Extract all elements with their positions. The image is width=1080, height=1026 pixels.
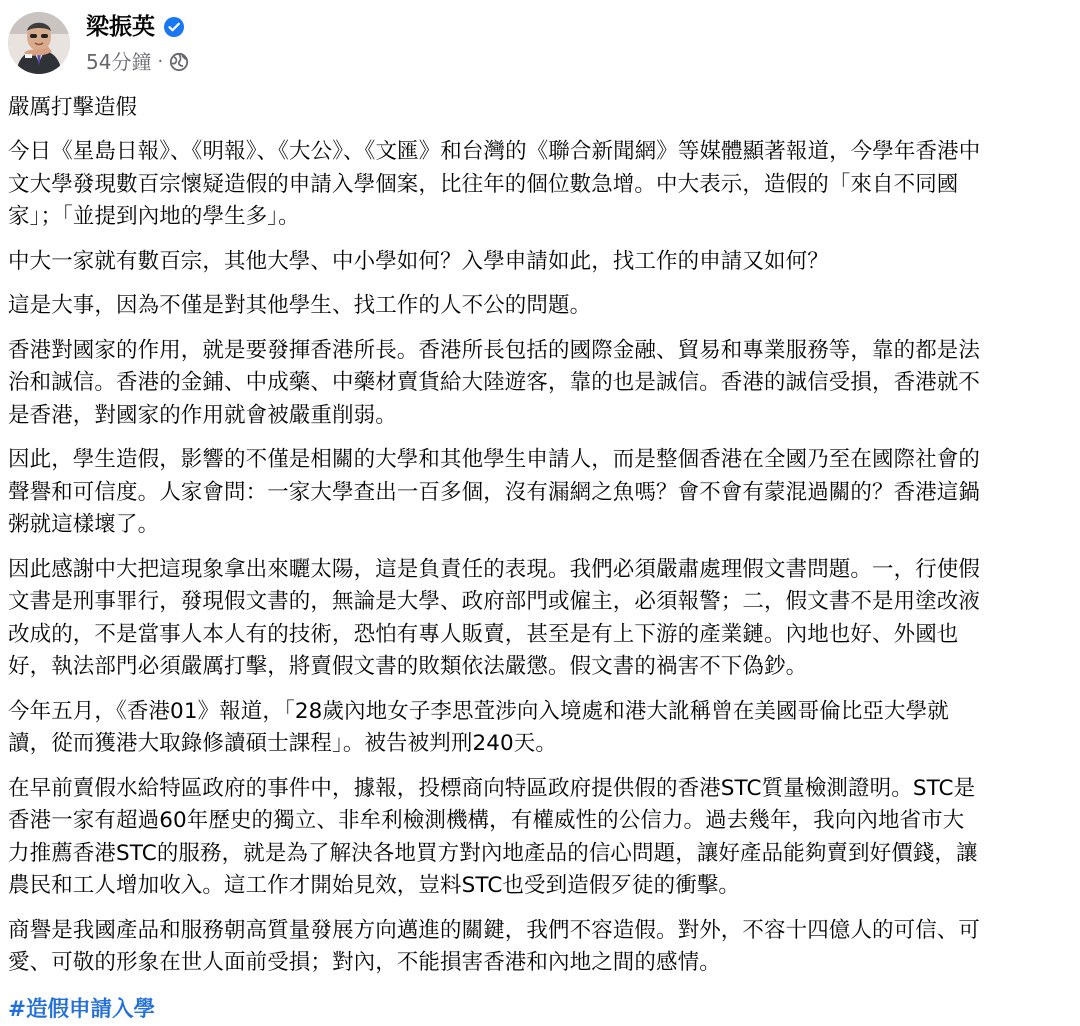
post-paragraph: 因此感謝中大把這現象拿出來曬太陽，這是負責任的表現。我們必須嚴肅處理假文書問題。一，行使假 文書是刑事罪行，發現假文書的，無論是大學、政府部門或僱主，必須報警；二，假文書不是用塗改液 改成的，不是當事人本人有的技術，恐怕有專人販賣，甚至是有上下游的產業鏈。內地也好、外國也 好，執法部門必須嚴厲打擊，將賣假文書的敗類依法嚴懲。假文書的禍害不下偽鈔。 [8, 556, 981, 679]
meta-separator: · [157, 51, 164, 72]
post-paragraph: 香港對國家的作用，就是要發揮香港所長。香港所長包括的國際金融、貿易和專業服務等，靠的都是法 治和誠信。香港的金鋪、中成藥、中藥材賣貨給大陸遊客，靠的也是誠信。香港的誠信受損，香港就不 是香港，對國家的作用就會被嚴重削弱。 [8, 337, 981, 428]
post-paragraph: 因此，學生造假，影響的不僅是相關的大學和其他學生申請人，而是整個香港在全國乃至在國際社會的 聲譽和可信度。人家會問：一家大學查出一百多個，沒有漏網之魚嗎？會不會有蒙混過關的？香港這鍋 粥就這樣壞了。 [8, 447, 981, 537]
post-body [8, 92, 1072, 1026]
post-paragraph: 這是大事，因為不僅是對其他學生、找工作的人不公的問題。 [8, 293, 592, 318]
post-paragraph: 今年五月，《香港01》報道，「28歲內地女子李思萓涉向入境處和港大訛稱曾在美國哥倫比亞大學就 讀，從而獲港大取錄修讀碩士課程」。被告被判刑240天。 [8, 698, 949, 756]
post-paragraph: 中大一家就有數百宗，其他大學、中小學如何？入學申請如此，找工作的申請又如何？ [8, 248, 829, 274]
verified-badge-icon [163, 16, 185, 38]
post-title: 嚴厲打擊造假 [8, 95, 138, 120]
post-timestamp[interactable]: 54分鐘 [86, 50, 152, 74]
post-meta [86, 49, 189, 75]
post-paragraph: 今日《星島日報》、《明報》、《大公》、《文匯》和台灣的《聯合新聞網》等媒體顯著報道，今學年香港中 文大學發現數百宗懷疑造假的申請入學個案，比往年的個位數急增。中大表示，造假的「來自不同國 家」；「並提到內地的學生多」。 [8, 139, 981, 229]
author-name[interactable]: 梁振英 [86, 14, 155, 40]
hashtag-link[interactable]: #造假申請入學 [8, 996, 156, 1022]
author-avatar[interactable] [8, 12, 70, 74]
post-paragraph: 在早前賣假水給特區政府的事件中，據報，投標商向特區政府提供假的香港STC質量檢測證明。STC是 香港一家有超過60年歷史的獨立、非牟利檢測機構，有權威性的公信力。過去幾年，我向內地省市大 力推薦香港STC的服務，就是為了解決各地買方對內地產品的信心問題，讓好產品能夠賣到好價錢，讓 農民和工人增加收入。這工作才開始見效，豈料STC也受到造假歹徒的衝擊。 [8, 775, 978, 898]
author-name-row [86, 12, 185, 42]
post-header [8, 10, 408, 80]
globe-icon[interactable] [169, 52, 189, 72]
post-paragraph: 商譽是我國產品和服務朝高質量發展方向邁進的關鍵，我們不容造假。對外，不容十四億人的可信、可 愛、可敬的形象在世人面前受損；對內，不能損害香港和內地之間的感情。 [8, 917, 981, 975]
avatar-image [8, 12, 70, 74]
